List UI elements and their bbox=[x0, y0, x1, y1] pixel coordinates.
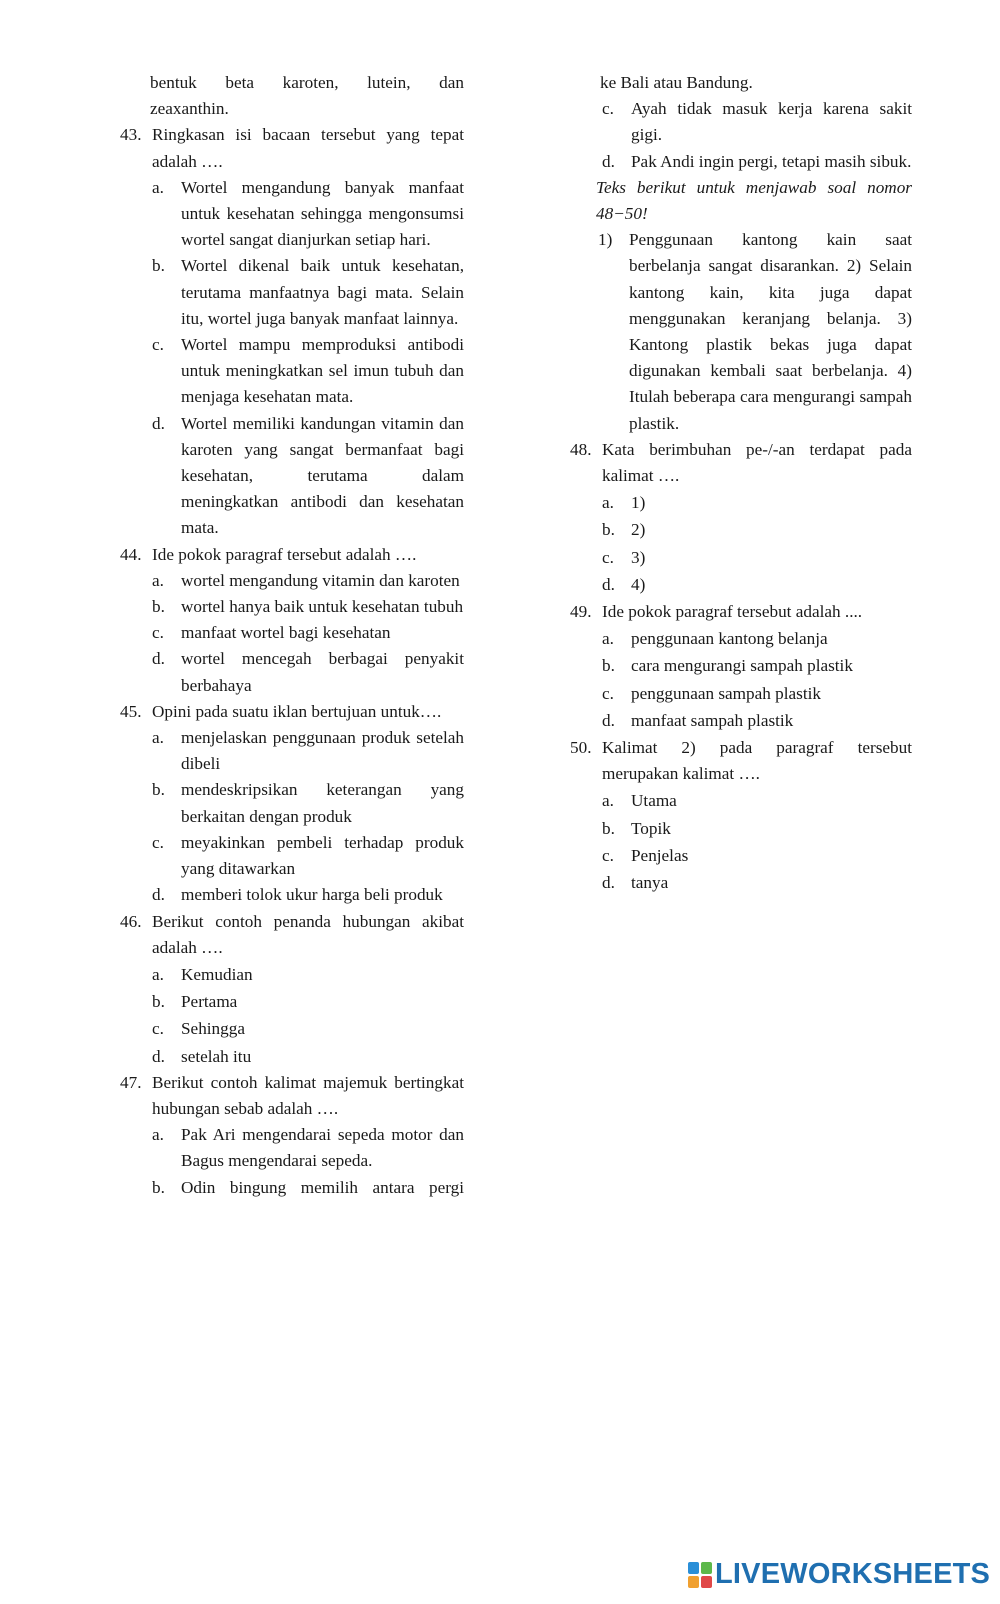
question-stem: Ide pokok paragraf tersebut adalah .... bbox=[602, 602, 863, 622]
option-label: d. bbox=[152, 649, 165, 669]
continued-option-line: zeaxanthin. bbox=[150, 99, 229, 119]
option-label: b. bbox=[602, 818, 615, 838]
option[interactable] bbox=[120, 175, 464, 254]
option[interactable] bbox=[120, 594, 464, 620]
question-49 bbox=[570, 599, 912, 625]
option-label: c. bbox=[152, 1019, 164, 1039]
question-47 bbox=[120, 1070, 464, 1122]
option[interactable] bbox=[570, 572, 912, 598]
logo-square-blue bbox=[688, 1562, 699, 1574]
option-label: c. bbox=[152, 623, 164, 643]
question-stem: Ringkasan isi bacaan tersebut yang tepat adalah …. bbox=[152, 125, 464, 171]
option[interactable] bbox=[120, 882, 464, 908]
option-text: Wortel mampu memproduksi antibodi untuk meningkatkan sel imun tubuh dan menjaga kesehatan mata. bbox=[181, 335, 464, 407]
option-label: d. bbox=[602, 151, 615, 171]
option-label: a. bbox=[152, 177, 164, 197]
question-46 bbox=[120, 909, 464, 961]
option-label: a. bbox=[602, 629, 614, 649]
option-text: Wortel dikenal baik untuk kesehatan, terutama manfaatnya bagi mata. Selain itu, wortel juga banyak manfaat lainnya. bbox=[181, 256, 464, 328]
logo-square-orange bbox=[688, 1576, 699, 1588]
option-text: penggunaan sampah plastik bbox=[631, 683, 821, 703]
option-text: manfaat wortel bagi kesehatan bbox=[181, 623, 391, 643]
option[interactable] bbox=[120, 962, 464, 988]
sentence-label: 1) bbox=[598, 230, 613, 250]
logo-text: LIVEWORKSHEETS bbox=[715, 1558, 991, 1590]
option[interactable] bbox=[120, 332, 464, 411]
question-number: 47. bbox=[120, 1072, 142, 1092]
question-48 bbox=[570, 437, 912, 489]
option[interactable] bbox=[570, 545, 912, 571]
option[interactable] bbox=[570, 517, 912, 543]
option-label: a. bbox=[152, 570, 164, 590]
option-label: d. bbox=[152, 413, 165, 433]
option[interactable] bbox=[120, 725, 464, 777]
option-label: b. bbox=[602, 656, 615, 676]
question-number: 48. bbox=[570, 439, 592, 459]
logo-square-red bbox=[701, 1576, 712, 1588]
option-label: b. bbox=[602, 520, 615, 540]
liveworksheets-logo bbox=[688, 1558, 990, 1591]
option-label: a. bbox=[602, 493, 614, 513]
option-label: c. bbox=[152, 832, 164, 852]
option[interactable] bbox=[120, 777, 464, 829]
option[interactable] bbox=[570, 681, 912, 707]
option-label: d. bbox=[602, 574, 615, 594]
option[interactable] bbox=[120, 1122, 464, 1174]
option[interactable] bbox=[570, 843, 912, 869]
option-text: Pak Andi ingin pergi, tetapi masih sibuk. bbox=[631, 151, 912, 171]
option-label: d. bbox=[602, 710, 615, 730]
question-50 bbox=[570, 735, 912, 787]
question-43 bbox=[120, 122, 464, 174]
option[interactable] bbox=[570, 788, 912, 814]
option[interactable] bbox=[570, 149, 912, 175]
question-45 bbox=[120, 699, 464, 725]
option-label: a. bbox=[152, 964, 164, 984]
option[interactable] bbox=[120, 620, 464, 646]
option-text: wortel mengandung vitamin dan karoten bbox=[181, 570, 460, 590]
option-label: b. bbox=[152, 256, 165, 276]
option-text: 2) bbox=[631, 520, 646, 540]
option[interactable] bbox=[120, 411, 464, 542]
option[interactable] bbox=[120, 646, 464, 698]
continued-option-line: ke Bali atau Bandung. bbox=[600, 73, 753, 92]
option-text: Topik bbox=[631, 818, 671, 838]
option[interactable] bbox=[120, 989, 464, 1015]
option-label: a. bbox=[152, 728, 164, 748]
question-number: 44. bbox=[120, 544, 142, 564]
continued-option-line: bentuk beta karoten, lutein, dan bbox=[150, 73, 464, 92]
option[interactable] bbox=[570, 96, 912, 148]
logo-square-green bbox=[701, 1562, 712, 1574]
option-text: cara mengurangi sampah plastik bbox=[631, 656, 853, 676]
option-label: c. bbox=[602, 683, 614, 703]
option-text: Wortel memiliki kandungan vitamin dan karoten yang sangat bermanfaat bagi kesehatan, terutama dalam meningkatkan antibodi dan kesehatan mata. bbox=[181, 413, 464, 538]
liveworksheets-logo-icon bbox=[688, 1562, 712, 1588]
question-number: 49. bbox=[570, 602, 592, 622]
option-text: Pertama bbox=[181, 992, 238, 1012]
option[interactable] bbox=[120, 830, 464, 882]
question-stem: Kalimat 2) pada paragraf tersebut merupakan kalimat …. bbox=[602, 738, 912, 784]
option-text: mendeskripsikan keterangan yang berkaitan dengan produk bbox=[181, 780, 464, 826]
question-44 bbox=[120, 542, 464, 568]
option-text: Utama bbox=[631, 791, 677, 811]
option[interactable] bbox=[120, 253, 464, 332]
option-label: c. bbox=[602, 99, 614, 119]
right-column bbox=[570, 70, 912, 896]
option-label: a. bbox=[602, 791, 614, 811]
question-stem: Kata berimbuhan pe-/-an terdapat pada kalimat …. bbox=[602, 439, 912, 486]
option-text: 4) bbox=[631, 574, 646, 594]
question-stem: Opini pada suatu iklan bertujuan untuk…. bbox=[152, 701, 442, 721]
option-label: b. bbox=[152, 780, 165, 800]
option[interactable] bbox=[570, 708, 912, 734]
option[interactable] bbox=[120, 1016, 464, 1042]
option-text: 1) bbox=[631, 493, 646, 513]
option-text: Sehingga bbox=[181, 1019, 245, 1039]
question-number: 43. bbox=[120, 125, 142, 145]
question-number: 46. bbox=[120, 911, 142, 931]
question-number: 45. bbox=[120, 701, 142, 721]
option-text: penggunaan kantong belanja bbox=[631, 629, 828, 649]
option-label: d. bbox=[152, 1046, 165, 1066]
option-label: c. bbox=[602, 845, 614, 865]
option-text: wortel mencegah berbagai penyakit berbahaya bbox=[181, 649, 464, 695]
option-label: c. bbox=[152, 335, 164, 355]
question-stem: Ide pokok paragraf tersebut adalah …. bbox=[152, 544, 417, 564]
option-text: memberi tolok ukur harga beli produk bbox=[181, 885, 443, 905]
option[interactable] bbox=[120, 1175, 464, 1201]
option-label: d. bbox=[152, 885, 165, 905]
question-number: 50. bbox=[570, 738, 592, 758]
option[interactable] bbox=[570, 653, 912, 679]
option-label: b. bbox=[152, 597, 165, 617]
option-text: setelah itu bbox=[181, 1046, 252, 1066]
left-column bbox=[120, 70, 464, 1201]
reading-text-body: Penggunaan kantong kain saat berbelanja sangat disarankan. 2) Selain kantong kain, kita juga dapat menggunakan keranjang belanja. 3) Kantong plastik bekas juga dapat digunakan kembali saat berbelanja. 4) Itulah beberapa cara mengurangi sampah plastik. bbox=[629, 230, 912, 433]
option-label: a. bbox=[152, 1125, 164, 1145]
option[interactable] bbox=[120, 1044, 464, 1070]
option-text: Pak Ari mengendarai sepeda motor dan Bagus mengendarai sepeda. bbox=[181, 1125, 464, 1171]
reading-text bbox=[570, 227, 912, 437]
option-label: c. bbox=[602, 547, 614, 567]
option-text: Kemudian bbox=[181, 964, 253, 984]
option[interactable] bbox=[570, 490, 912, 516]
option-text: manfaat sampah plastik bbox=[631, 710, 794, 730]
option-text: tanya bbox=[631, 873, 669, 893]
option-text: wortel hanya baik untuk kesehatan tubuh bbox=[181, 597, 464, 617]
option-label: b. bbox=[152, 992, 165, 1012]
option[interactable] bbox=[570, 626, 912, 652]
option[interactable] bbox=[570, 870, 912, 896]
option[interactable] bbox=[570, 816, 912, 842]
option-text: 3) bbox=[631, 547, 646, 567]
option-text: Penjelas bbox=[631, 845, 689, 865]
option-text: Ayah tidak masuk kerja karena sakit gigi. bbox=[631, 99, 912, 145]
option-text: menjelaskan penggunaan produk setelah dibeli bbox=[181, 728, 464, 774]
option[interactable] bbox=[120, 568, 464, 594]
option-label: b. bbox=[152, 1177, 165, 1197]
question-stem: Berikut contoh kalimat majemuk bertingkat hubungan sebab adalah …. bbox=[152, 1072, 464, 1118]
option-label: d. bbox=[602, 873, 615, 893]
option-text: Wortel mengandung banyak manfaat untuk kesehatan sehingga mengonsumsi wortel sangat dianjurkan setiap hari. bbox=[181, 177, 464, 250]
option-text: meyakinkan pembeli terhadap produk yang ditawarkan bbox=[181, 832, 464, 879]
question-stem: Berikut contoh penanda hubungan akibat adalah …. bbox=[152, 911, 464, 957]
option-text: Odin bingung memilih antara pergi bbox=[181, 1177, 464, 1197]
reading-instruction: Teks berikut untuk menjawab soal nomor 48−50! bbox=[596, 177, 912, 224]
